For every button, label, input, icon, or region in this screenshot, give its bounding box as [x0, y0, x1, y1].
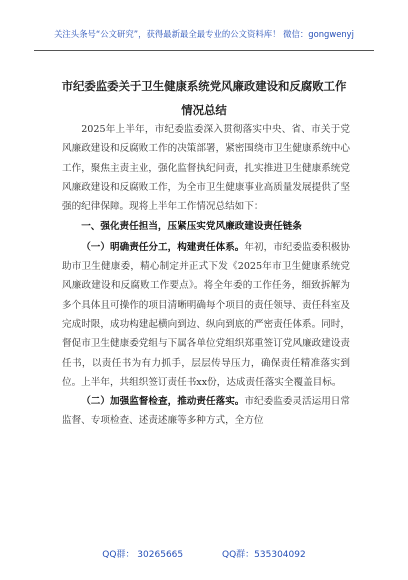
subsection-2	[62, 392, 350, 431]
footer	[0, 547, 408, 560]
subsection-2-text: 市纪委监委灵活运用日常监督、专项检查、述责述廉等多种方式，全方位	[62, 396, 351, 427]
header-banner: 关注头条号“公文研究”，获得最新最全最专业的公文资料库！ 微信：gongwenyj	[54, 29, 354, 39]
subsection-2-lead: （二）加强监督检查，推动责任落实。	[81, 396, 245, 408]
subsection-1-text: 年初，市纪委监委积极协助市卫生健康委，精心制定并正式下发《2025年市卫生健康系统党风廉政建设和反腐败工作要点》。将全年委的工作任务，细致拆解为多个具体且可操作的项目清晰明确每个项目的责任领导、责任科室及完成时限，成功构建起横向到边、纵向到底的严密责任体系。同时，督促市卫生健康委党组与下属各单位党组织郑重签订党风廉政建设责任书，以责任书为有力抓手，层层传导压力，确保责任精准落实到位。上半年，共组织签订责任书xx份，达成责任落实全覆盖目标。	[62, 241, 351, 388]
document-body	[62, 120, 350, 431]
header-divider	[34, 50, 374, 51]
title-line-2: 情况总结	[181, 103, 227, 117]
intro-paragraph: 2025年上半年，市纪委监委深入贯彻落实中央、省、市关于党风廉政建设和反腐败工作的决策部署，紧密围绕市卫生健康系统中心工作，聚焦主责主业，强化监督执纪问责，扎实推进卫生健康系统党风廉政建设和反腐败工作，为全市卫生健康事业高质量发展提供了坚强的纪律保障。现将上半年工作情况总结如下：	[62, 124, 350, 213]
footer-qq-group-2: QQ群：535304092	[222, 550, 306, 560]
footer-qq-group-1: QQ群： 30265665	[102, 550, 184, 560]
document-title	[34, 74, 374, 122]
title-line-1: 市纪委监委关于卫生健康系统党风廉政建设和反腐败工作	[61, 79, 347, 93]
subsection-1-lead: （一）明确责任分工，构建责任体系。	[81, 241, 245, 253]
subsection-1	[62, 238, 350, 392]
section-heading-1: 一、强化责任担当，压紧压实党风廉政建设责任链条	[81, 221, 302, 233]
